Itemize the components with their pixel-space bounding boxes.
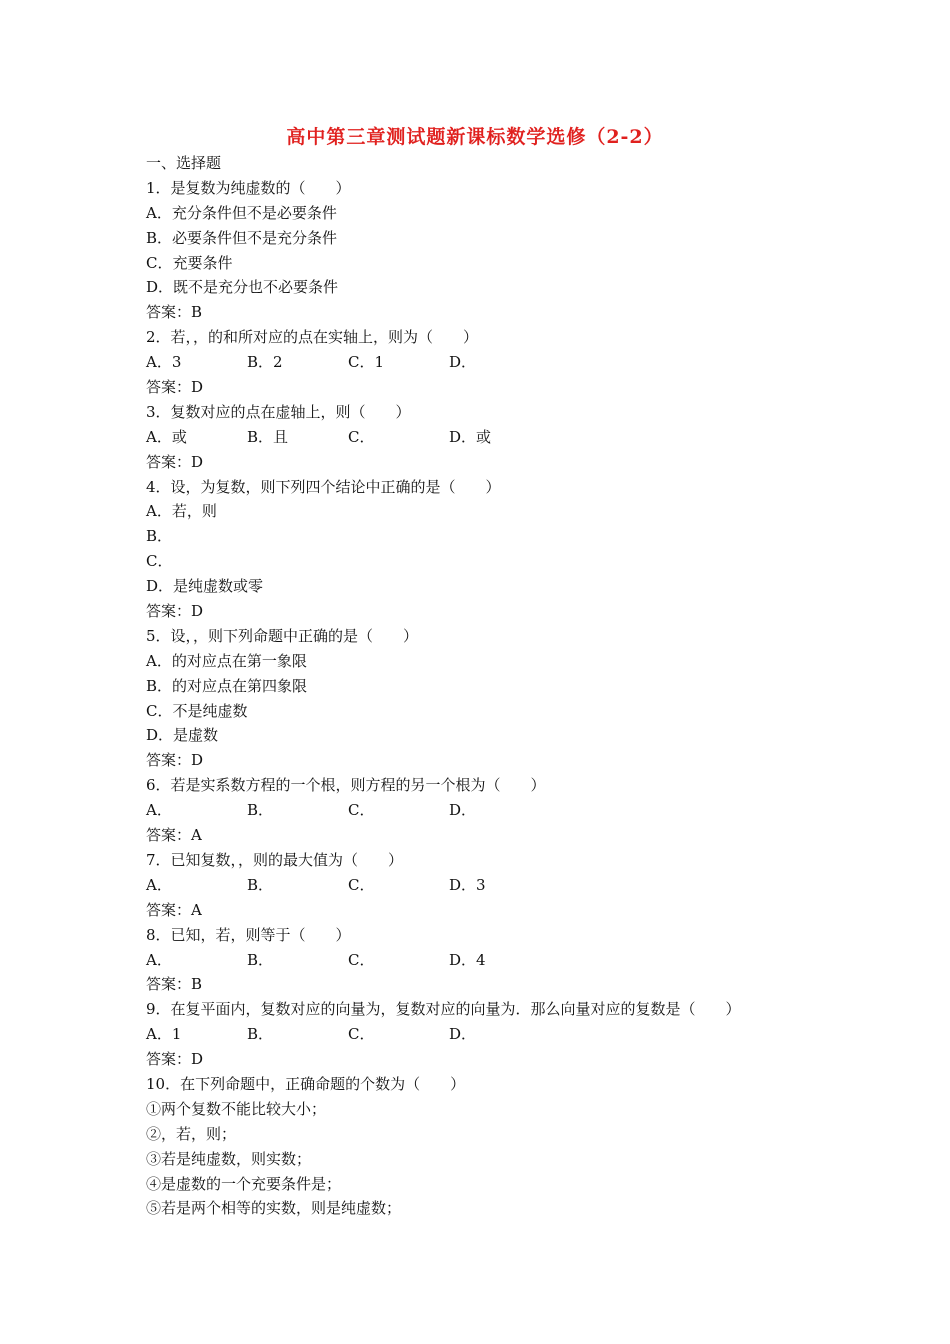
question-7-option-d: D．3 xyxy=(449,875,486,894)
question-6-option-c: C． xyxy=(348,801,375,820)
question-3-option-a: A．或 xyxy=(146,427,187,446)
question-3-answer: 答案：D xyxy=(146,452,204,471)
question-10-item: ②，若，则； xyxy=(146,1124,237,1143)
section-heading: 一、选择题 xyxy=(146,154,222,172)
question-4-option-b: B． xyxy=(146,527,173,546)
question-7-option-c: C． xyxy=(348,875,375,894)
question-6-option-b: B． xyxy=(247,801,274,820)
question-8-options xyxy=(146,948,846,973)
question-1-option-a: A．充分条件但不是必要条件 xyxy=(146,203,337,222)
question-10-item: ①两个复数不能比较大小； xyxy=(146,1099,327,1118)
question-9-stem: 9．在复平面内，复数对应的向量为，复数对应的向量为．那么向量对应的复数是（ ） xyxy=(146,1000,741,1019)
question-1-option-b: B．必要条件但不是充分条件 xyxy=(146,228,338,247)
question-2-option-c: C．1 xyxy=(348,353,385,372)
question-3-options xyxy=(146,425,846,450)
question-5-answer: 答案：D xyxy=(146,751,204,770)
question-7-options xyxy=(146,873,846,898)
question-9-option-b: B． xyxy=(247,1025,274,1044)
question-9-option-d: D． xyxy=(449,1025,477,1044)
question-4-option-a: A．若，则 xyxy=(146,502,217,521)
question-5-option-d: D．是虚数 xyxy=(146,726,219,745)
question-6-option-d: D． xyxy=(449,801,477,820)
question-4-option-d: D．是纯虚数或零 xyxy=(146,577,264,596)
question-3-option-d: D．或 xyxy=(449,427,492,446)
question-5-option-a: A．的对应点在第一象限 xyxy=(146,651,307,670)
question-8-option-c: C． xyxy=(348,950,375,969)
question-7-stem: 7．已知复数，，则的最大值为（ ） xyxy=(146,850,404,869)
question-9-options xyxy=(146,1022,846,1047)
question-8-option-b: B． xyxy=(247,950,274,969)
question-2-option-b: B．2 xyxy=(247,353,283,372)
question-10-item: ③若是纯虚数，则实数； xyxy=(146,1149,312,1168)
question-2-stem: 2．若，，的和所对应的点在实轴上，则为（ ） xyxy=(146,328,479,347)
question-6-option-a: A． xyxy=(146,801,172,820)
question-4-answer: 答案：D xyxy=(146,602,204,621)
question-5-option-c: C．不是纯虚数 xyxy=(146,701,248,720)
question-6-answer: 答案：A xyxy=(146,826,202,845)
question-6-options xyxy=(146,798,846,823)
question-2-options xyxy=(146,350,846,375)
question-8-answer: 答案：B xyxy=(146,975,203,994)
question-2-answer: 答案：D xyxy=(146,378,204,397)
question-10-item: ⑤若是两个相等的实数，则是纯虚数； xyxy=(146,1199,402,1218)
question-7-answer: 答案：A xyxy=(146,900,202,919)
question-3-option-b: B．且 xyxy=(247,427,289,446)
question-3-option-c: C． xyxy=(348,427,375,446)
question-10-stem: 10．在下列命题中，正确命题的个数为（ ） xyxy=(146,1074,466,1093)
question-1-option-d: D．既不是充分也不必要条件 xyxy=(146,278,339,297)
page-title: 高中第三章测试题新课标数学选修（2-2） xyxy=(286,126,664,148)
question-2-option-d: D． xyxy=(449,353,477,372)
question-8-option-d: D．4 xyxy=(449,950,486,969)
question-7-option-a: A． xyxy=(146,875,172,894)
question-2-option-a: A．3 xyxy=(146,353,182,372)
question-6-stem: 6．若是实系数方程的一个根，则方程的另一个根为（ ） xyxy=(146,776,546,795)
question-9-option-a: A．1 xyxy=(146,1025,182,1044)
question-4-stem: 4．设，为复数，则下列四个结论中正确的是（ ） xyxy=(146,477,501,496)
question-1-stem: 1．是复数为纯虚数的（ ） xyxy=(146,178,351,197)
question-1-option-c: C．充要条件 xyxy=(146,253,233,272)
question-5-stem: 5．设，，则下列命题中正确的是（ ） xyxy=(146,626,419,645)
question-4-option-c: C． xyxy=(146,552,173,571)
question-1-answer: 答案：B xyxy=(146,303,203,322)
question-7-option-b: B． xyxy=(247,875,274,894)
document-body xyxy=(146,151,846,1221)
question-3-stem: 3．复数对应的点在虚轴上，则（ ） xyxy=(146,402,411,421)
question-9-option-c: C． xyxy=(348,1025,375,1044)
question-10-item: ④是虚数的一个充要条件是； xyxy=(146,1174,342,1193)
question-8-stem: 8．已知，若，则等于（ ） xyxy=(146,925,351,944)
question-9-answer: 答案：D xyxy=(146,1050,204,1069)
question-8-option-a: A． xyxy=(146,950,172,969)
question-5-option-b: B．的对应点在第四象限 xyxy=(146,676,308,695)
